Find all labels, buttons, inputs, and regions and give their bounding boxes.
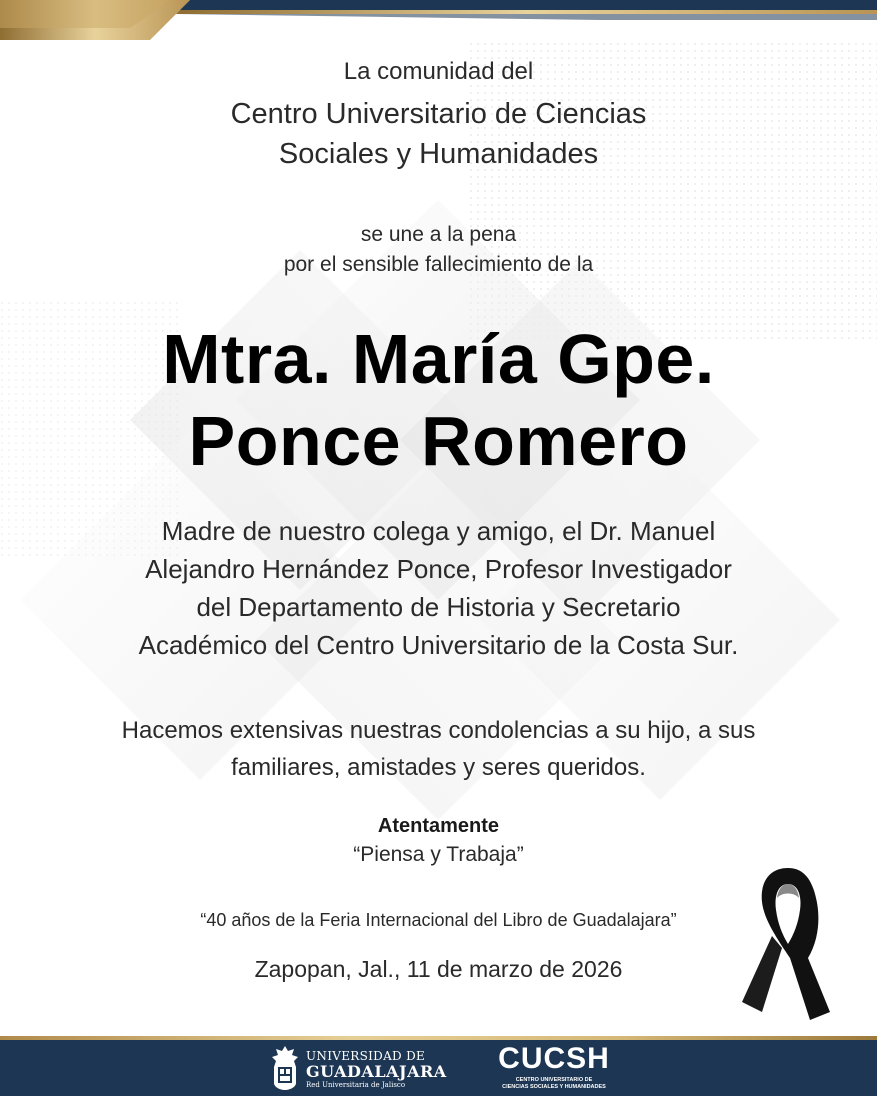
udg-shield-icon [270,1045,300,1091]
institution-line-1: Centro Universitario de Ciencias [230,98,647,130]
institution-name [0,94,877,174]
condolences-line-2: familiares, amistades y seres queridos. [231,754,646,781]
udg-name-line-1: UNIVERSIDAD DE [306,1049,426,1063]
udg-network-text: Red Universitaria de Jalisco [306,1081,406,1089]
cucsh-title: CUCSH [498,1042,610,1075]
institution-line-2: Sociales y Humanidades [278,138,599,170]
intro-line-1: La comunidad del [343,58,534,85]
deceased-name-line-1: Mtra. María Gpe. [162,320,715,398]
description-line-1: Madre de nuestro colega y amigo, el Dr. Manuel [161,516,716,546]
udg-name-line-2: GUADALAJARA [306,1062,447,1081]
relationship-description [0,512,877,664]
udg-logo [268,1043,447,1093]
description-line-2: Alejandro Hernández Ponce, Profesor Investigador [145,554,732,584]
description-line-4: Académico del Centro Universitario de la Costa Sur. [138,630,739,660]
cucsh-subtitle-1: CENTRO UNIVERSITARIO DE [515,1077,593,1083]
condolences-text [0,712,877,786]
atentamente-label: Atentamente [377,815,500,837]
deceased-name-line-2: Ponce Romero [188,402,689,480]
deceased-name [0,318,877,482]
place-and-date: Zapopan, Jal., 11 de marzo de 2026 [254,956,623,982]
intro-line-5: por el sensible fallecimiento de la [283,253,594,276]
condolences-line-1: Hacemos extensivas nuestras condolencias a su hijo, a sus [121,717,756,744]
cucsh-subtitle-2: CIENCIAS SOCIALES Y HUMANIDADES [502,1084,606,1090]
motto: “Piensa y Trabaja” [353,843,524,866]
mourning-ribbon-icon [738,862,838,1022]
description-line-3: del Departamento de Historia y Secretario [196,592,681,622]
intro-message [0,220,877,280]
footer-bar [0,1036,877,1096]
cucsh-logo [492,1042,616,1092]
top-decorative-bar [0,0,877,40]
intro-line-4: se une a la pena [360,223,517,246]
fil-anniversary-motto: “40 años de la Feria Internacional del Libro de Guadalajara” [200,910,677,930]
